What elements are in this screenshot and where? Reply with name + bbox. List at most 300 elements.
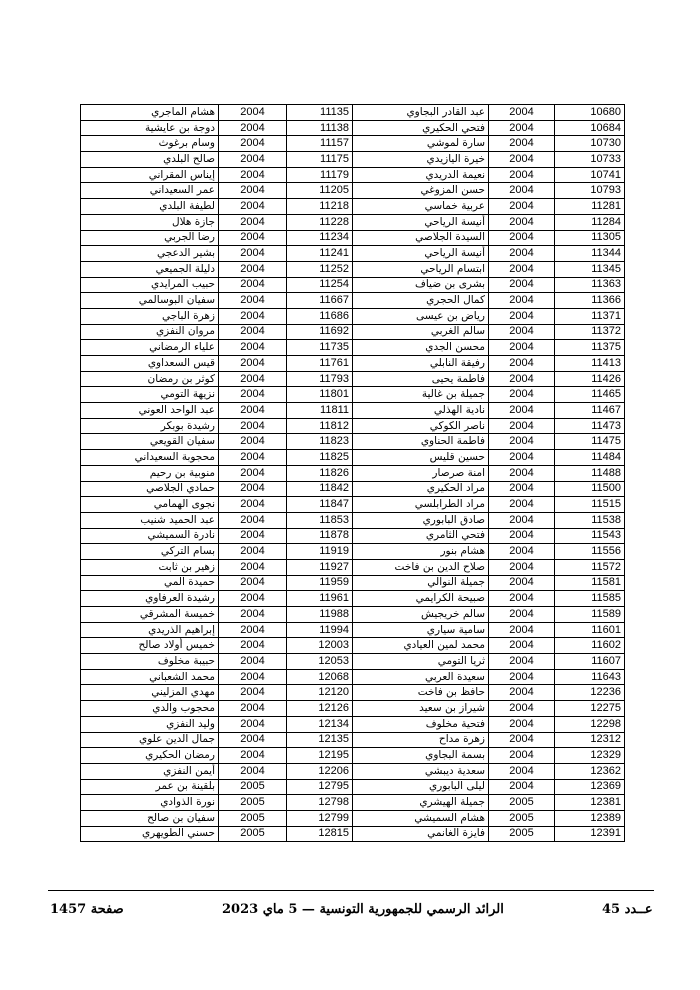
table-row [353, 779, 625, 795]
person-name-cell: محمد لمين العيادي [353, 638, 489, 654]
year-cell: 2004 [489, 324, 555, 340]
record-number-cell: 11812 [287, 418, 353, 434]
table-row [81, 748, 353, 764]
year-cell: 2004 [219, 575, 287, 591]
footer-issue-number: عــدد 45 [602, 902, 653, 917]
person-name-cell: صبيحة الكرايمي [353, 591, 489, 607]
year-cell: 2004 [219, 230, 287, 246]
table-row [353, 214, 625, 230]
table-row [353, 732, 625, 748]
record-number-cell: 11589 [555, 607, 625, 623]
year-cell: 2004 [219, 732, 287, 748]
table-row [353, 261, 625, 277]
person-name-cell: رفيقة النابلي [353, 356, 489, 372]
record-number-cell: 11488 [555, 465, 625, 481]
record-number-cell: 11543 [555, 528, 625, 544]
year-cell: 2004 [489, 387, 555, 403]
year-cell: 2004 [489, 528, 555, 544]
person-name-cell: أنيسة الرياحي [353, 214, 489, 230]
person-name-cell: سامية سياري [353, 622, 489, 638]
record-number-cell: 11138 [287, 120, 353, 136]
table-row [353, 183, 625, 199]
table-row [81, 324, 353, 340]
year-cell: 2004 [489, 356, 555, 372]
person-name-cell: لطيفة البلدي [81, 199, 219, 215]
person-name-cell: محجوب والدي [81, 701, 219, 717]
person-name-cell: امنة صرصار [353, 465, 489, 481]
table-row [353, 152, 625, 168]
table-row [81, 136, 353, 152]
person-name-cell: كمال الحجري [353, 293, 489, 309]
person-name-cell: مروان النفزي [81, 324, 219, 340]
record-number-cell: 12053 [287, 654, 353, 670]
footer-gazette-title: الرائد الرسمي للجمهورية التونسية — 5 ماي 2023 [222, 902, 504, 917]
year-cell: 2005 [219, 810, 287, 826]
table-row [353, 418, 625, 434]
table-row [81, 512, 353, 528]
person-name-cell: سفيان بن صالح [81, 810, 219, 826]
year-cell: 2004 [489, 622, 555, 638]
table-row [81, 434, 353, 450]
year-cell: 2004 [489, 481, 555, 497]
person-name-cell: بسام التركي [81, 544, 219, 560]
table-row [81, 465, 353, 481]
record-number-cell: 12126 [287, 701, 353, 717]
person-name-cell: نعيمة الدريدي [353, 167, 489, 183]
year-cell: 2004 [219, 465, 287, 481]
year-cell: 2004 [219, 324, 287, 340]
person-name-cell: جميلة بن غالية [353, 387, 489, 403]
record-number-cell: 12391 [555, 826, 625, 842]
record-number-cell: 12236 [555, 685, 625, 701]
table-row [81, 356, 353, 372]
person-name-cell: حسين قليس [353, 450, 489, 466]
table-row [353, 136, 625, 152]
record-number-cell: 11305 [555, 230, 625, 246]
person-name-cell: حبيب المرايدي [81, 277, 219, 293]
year-cell: 2004 [489, 183, 555, 199]
table-row [81, 403, 353, 419]
year-cell: 2004 [219, 654, 287, 670]
year-cell: 2004 [489, 293, 555, 309]
year-cell: 2004 [219, 748, 287, 764]
record-number-cell: 11465 [555, 387, 625, 403]
table-row [81, 810, 353, 826]
table-row [353, 450, 625, 466]
year-cell: 2004 [489, 654, 555, 670]
year-cell: 2004 [219, 701, 287, 717]
year-cell: 2004 [489, 199, 555, 215]
record-number-cell: 11500 [555, 481, 625, 497]
records-table-right-body [353, 105, 625, 842]
record-number-cell: 11927 [287, 559, 353, 575]
person-name-cell: سالم الغربي [353, 324, 489, 340]
year-cell: 2004 [219, 136, 287, 152]
year-cell: 2004 [489, 732, 555, 748]
year-cell: 2004 [219, 685, 287, 701]
year-cell: 2004 [489, 418, 555, 434]
year-cell: 2004 [219, 544, 287, 560]
person-name-cell: مراد الحكيري [353, 481, 489, 497]
year-cell: 2004 [489, 167, 555, 183]
year-cell: 2004 [219, 528, 287, 544]
records-table-left [80, 104, 353, 842]
table-row [81, 152, 353, 168]
table-row [353, 512, 625, 528]
year-cell: 2004 [219, 512, 287, 528]
record-number-cell: 12298 [555, 716, 625, 732]
table-row [81, 230, 353, 246]
record-number-cell: 11135 [287, 105, 353, 121]
person-name-cell: كوثر بن رمضان [81, 371, 219, 387]
year-cell: 2004 [489, 152, 555, 168]
table-row [81, 167, 353, 183]
person-name-cell: سعيدة العربي [353, 669, 489, 685]
table-row [81, 481, 353, 497]
person-name-cell: حميدة المي [81, 575, 219, 591]
year-cell: 2004 [489, 716, 555, 732]
person-name-cell: عبد الواحد العوني [81, 403, 219, 419]
record-number-cell: 11218 [287, 199, 353, 215]
person-name-cell: سالم خريجيش [353, 607, 489, 623]
record-number-cell: 11467 [555, 403, 625, 419]
table-row [81, 607, 353, 623]
table-row [353, 308, 625, 324]
year-cell: 2004 [219, 403, 287, 419]
record-number-cell: 11413 [555, 356, 625, 372]
year-cell: 2004 [489, 575, 555, 591]
record-number-cell: 11994 [287, 622, 353, 638]
table-row [353, 748, 625, 764]
record-number-cell: 12068 [287, 669, 353, 685]
table-row [81, 591, 353, 607]
record-number-cell: 11801 [287, 387, 353, 403]
table-row [81, 622, 353, 638]
person-name-cell: قيس السعداوي [81, 356, 219, 372]
record-number-cell: 11475 [555, 434, 625, 450]
person-name-cell: فتحي الحكيري [353, 120, 489, 136]
year-cell: 2004 [489, 763, 555, 779]
person-name-cell: حسن المزوغي [353, 183, 489, 199]
person-name-cell: أنيسة الرياحي [353, 246, 489, 262]
year-cell: 2004 [489, 685, 555, 701]
year-cell: 2004 [489, 434, 555, 450]
record-number-cell: 11281 [555, 199, 625, 215]
person-name-cell: جميلة الهيشري [353, 795, 489, 811]
person-name-cell: عربية خماسي [353, 199, 489, 215]
record-number-cell: 10730 [555, 136, 625, 152]
person-name-cell: ثريا التومي [353, 654, 489, 670]
table-row [81, 638, 353, 654]
person-name-cell: جميلة النوالي [353, 575, 489, 591]
person-name-cell: محجوبة السعيداني [81, 450, 219, 466]
table-row [353, 403, 625, 419]
record-number-cell: 11761 [287, 356, 353, 372]
record-number-cell: 11692 [287, 324, 353, 340]
record-number-cell: 11686 [287, 308, 353, 324]
records-table-left-body [81, 105, 353, 842]
table-row [81, 246, 353, 262]
year-cell: 2004 [219, 607, 287, 623]
record-number-cell: 12798 [287, 795, 353, 811]
person-name-cell: مراد الطرابلسي [353, 497, 489, 513]
record-number-cell: 12120 [287, 685, 353, 701]
table-row [81, 497, 353, 513]
table-row [353, 559, 625, 575]
person-name-cell: إبراهيم الذريدي [81, 622, 219, 638]
year-cell: 2004 [219, 293, 287, 309]
record-number-cell: 11345 [555, 261, 625, 277]
record-number-cell: 11515 [555, 497, 625, 513]
person-name-cell: بشير الدعجي [81, 246, 219, 262]
record-number-cell: 11572 [555, 559, 625, 575]
person-name-cell: حمادي الجلاصي [81, 481, 219, 497]
record-number-cell: 12799 [287, 810, 353, 826]
record-number-cell: 11556 [555, 544, 625, 560]
year-cell: 2004 [489, 607, 555, 623]
record-number-cell: 12312 [555, 732, 625, 748]
person-name-cell: بلقينة بن عمر [81, 779, 219, 795]
year-cell: 2004 [489, 497, 555, 513]
year-cell: 2004 [489, 638, 555, 654]
record-number-cell: 11961 [287, 591, 353, 607]
year-cell: 2005 [219, 826, 287, 842]
year-cell: 2004 [489, 230, 555, 246]
year-cell: 2004 [219, 387, 287, 403]
table-row [353, 810, 625, 826]
person-name-cell: محمد الشعباني [81, 669, 219, 685]
record-number-cell: 11473 [555, 418, 625, 434]
record-number-cell: 12389 [555, 810, 625, 826]
record-number-cell: 11254 [287, 277, 353, 293]
year-cell: 2004 [219, 481, 287, 497]
person-name-cell: ليلى البابوري [353, 779, 489, 795]
table-row [81, 308, 353, 324]
year-cell: 2004 [219, 152, 287, 168]
person-name-cell: زهرة الباجي [81, 308, 219, 324]
record-number-cell: 10684 [555, 120, 625, 136]
year-cell: 2004 [219, 214, 287, 230]
record-number-cell: 12275 [555, 701, 625, 717]
record-number-cell: 11344 [555, 246, 625, 262]
record-number-cell: 10793 [555, 183, 625, 199]
table-row [353, 497, 625, 513]
table-row [81, 199, 353, 215]
table-row [353, 826, 625, 842]
footer-divider [48, 890, 654, 891]
table-row [81, 371, 353, 387]
table-row [353, 575, 625, 591]
record-number-cell: 10680 [555, 105, 625, 121]
record-number-cell: 12381 [555, 795, 625, 811]
person-name-cell: حافظ بن فاخت [353, 685, 489, 701]
table-row [353, 763, 625, 779]
record-number-cell: 11988 [287, 607, 353, 623]
record-number-cell: 11601 [555, 622, 625, 638]
table-row [81, 120, 353, 136]
table-row [353, 105, 625, 121]
person-name-cell: محسن الجدي [353, 340, 489, 356]
year-cell: 2005 [219, 795, 287, 811]
person-name-cell: نادية الهذلي [353, 403, 489, 419]
year-cell: 2004 [219, 591, 287, 607]
year-cell: 2004 [219, 669, 287, 685]
person-name-cell: حسني الطويهري [81, 826, 219, 842]
year-cell: 2004 [489, 559, 555, 575]
person-name-cell: عبد القادر البجاوي [353, 105, 489, 121]
year-cell: 2005 [219, 779, 287, 795]
table-row [81, 293, 353, 309]
person-name-cell: حبيبة مخلوف [81, 654, 219, 670]
record-number-cell: 11847 [287, 497, 353, 513]
table-row [353, 356, 625, 372]
table-row [353, 481, 625, 497]
person-name-cell: خميس أولاد صالح [81, 638, 219, 654]
table-row [353, 120, 625, 136]
record-number-cell: 11667 [287, 293, 353, 309]
person-name-cell: رشيدة العرفاوي [81, 591, 219, 607]
record-number-cell: 11959 [287, 575, 353, 591]
record-number-cell: 11842 [287, 481, 353, 497]
person-name-cell: خيرة اليازيدي [353, 152, 489, 168]
person-name-cell: نزيهة التومي [81, 387, 219, 403]
year-cell: 2004 [489, 340, 555, 356]
year-cell: 2004 [219, 308, 287, 324]
record-number-cell: 11252 [287, 261, 353, 277]
table-row [81, 795, 353, 811]
person-name-cell: دوجة بن عايشية [81, 120, 219, 136]
person-name-cell: فاطمة يحيى [353, 371, 489, 387]
person-name-cell: رشيدة بوبكر [81, 418, 219, 434]
table-row [353, 607, 625, 623]
table-row [353, 622, 625, 638]
record-number-cell: 11826 [287, 465, 353, 481]
table-row [81, 418, 353, 434]
person-name-cell: صادق البابوري [353, 512, 489, 528]
year-cell: 2004 [219, 716, 287, 732]
record-number-cell: 11484 [555, 450, 625, 466]
table-row [81, 544, 353, 560]
table-row [353, 669, 625, 685]
person-name-cell: فاطمة الحناوي [353, 434, 489, 450]
record-number-cell: 11205 [287, 183, 353, 199]
table-row [353, 371, 625, 387]
table-row [81, 701, 353, 717]
record-number-cell: 12815 [287, 826, 353, 842]
record-number-cell: 12369 [555, 779, 625, 795]
table-row [81, 528, 353, 544]
table-row [81, 763, 353, 779]
year-cell: 2004 [219, 356, 287, 372]
person-name-cell: السيدة الجلاصي [353, 230, 489, 246]
table-row [353, 167, 625, 183]
year-cell: 2004 [219, 497, 287, 513]
table-row [81, 779, 353, 795]
person-name-cell: صلاح الدين بن فاخت [353, 559, 489, 575]
person-name-cell: سارة لموشي [353, 136, 489, 152]
year-cell: 2004 [219, 246, 287, 262]
year-cell: 2004 [219, 418, 287, 434]
record-number-cell: 11919 [287, 544, 353, 560]
person-name-cell: منوبية بن رحيم [81, 465, 219, 481]
year-cell: 2004 [219, 638, 287, 654]
table-row [353, 293, 625, 309]
person-name-cell: جمال الدين علوي [81, 732, 219, 748]
year-cell: 2004 [489, 512, 555, 528]
person-name-cell: ابتسام الرياحي [353, 261, 489, 277]
year-cell: 2005 [489, 810, 555, 826]
table-row [353, 387, 625, 403]
year-cell: 2004 [489, 105, 555, 121]
year-cell: 2004 [489, 277, 555, 293]
person-name-cell: زهير بن ثابت [81, 559, 219, 575]
table-row [353, 544, 625, 560]
year-cell: 2004 [219, 261, 287, 277]
table-row [81, 732, 353, 748]
year-cell: 2004 [489, 308, 555, 324]
year-cell: 2005 [489, 795, 555, 811]
record-number-cell: 11585 [555, 591, 625, 607]
year-cell: 2004 [219, 167, 287, 183]
person-name-cell: ناصر الكوكي [353, 418, 489, 434]
person-name-cell: سفيان القويعي [81, 434, 219, 450]
person-name-cell: شيراز بن سعيد [353, 701, 489, 717]
person-name-cell: رضا الجربي [81, 230, 219, 246]
table-row [353, 230, 625, 246]
year-cell: 2004 [489, 669, 555, 685]
person-name-cell: هشام السميشي [353, 810, 489, 826]
records-table-right [352, 104, 625, 842]
record-number-cell: 11372 [555, 324, 625, 340]
footer-page-number: صفحة 1457 [50, 902, 124, 917]
record-number-cell: 12195 [287, 748, 353, 764]
year-cell: 2004 [489, 246, 555, 262]
person-name-cell: جازة هلال [81, 214, 219, 230]
table-row [353, 324, 625, 340]
year-cell: 2004 [489, 465, 555, 481]
year-cell: 2004 [489, 371, 555, 387]
year-cell: 2004 [489, 544, 555, 560]
year-cell: 2004 [489, 403, 555, 419]
person-name-cell: فايزة الغانمي [353, 826, 489, 842]
table-row [81, 685, 353, 701]
year-cell: 2004 [219, 622, 287, 638]
record-number-cell: 11811 [287, 403, 353, 419]
person-name-cell: نورة الذوادي [81, 795, 219, 811]
year-cell: 2004 [489, 261, 555, 277]
record-number-cell: 11825 [287, 450, 353, 466]
person-name-cell: وليد النفزي [81, 716, 219, 732]
year-cell: 2004 [219, 340, 287, 356]
table-row [81, 716, 353, 732]
table-row [81, 387, 353, 403]
person-name-cell: هشام بنور [353, 544, 489, 560]
person-name-cell: فتحية مخلوف [353, 716, 489, 732]
record-number-cell: 11228 [287, 214, 353, 230]
record-number-cell: 12206 [287, 763, 353, 779]
year-cell: 2004 [219, 120, 287, 136]
table-row [353, 716, 625, 732]
person-name-cell: رياض بن عيسى [353, 308, 489, 324]
record-number-cell: 11363 [555, 277, 625, 293]
record-number-cell: 12329 [555, 748, 625, 764]
record-number-cell: 11375 [555, 340, 625, 356]
year-cell: 2004 [489, 591, 555, 607]
table-row [81, 261, 353, 277]
record-number-cell: 11371 [555, 308, 625, 324]
table-row [353, 340, 625, 356]
table-row [81, 183, 353, 199]
